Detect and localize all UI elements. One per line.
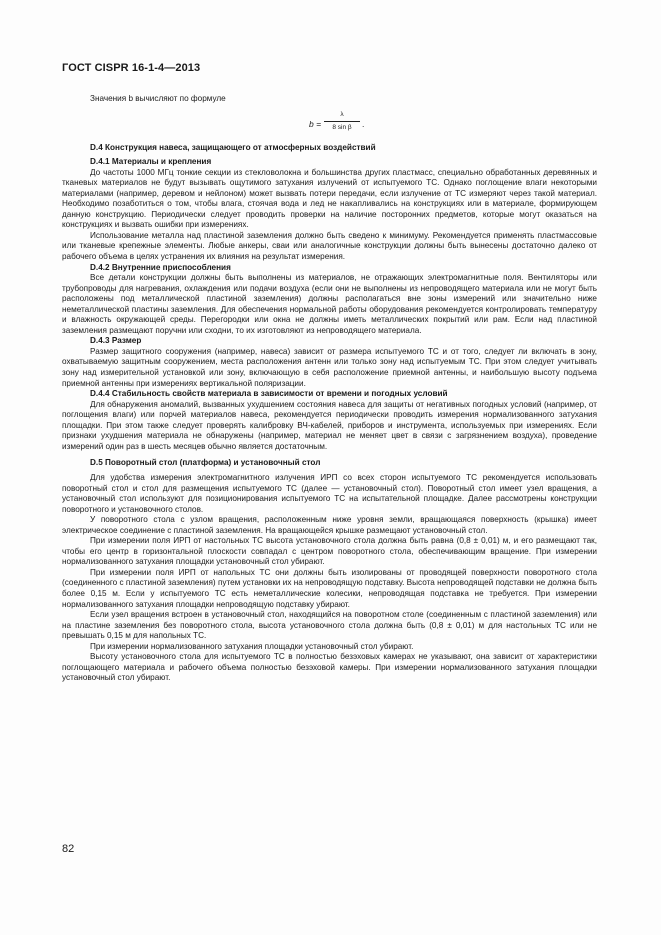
formula-end: . (362, 118, 365, 129)
subsection-heading-d42: D.4.2 Внутренние приспособления (90, 262, 231, 272)
section-heading-d4: D.4 Конструкция навеса, защищающего от атмосферных воздействий (90, 142, 376, 152)
formula-numerator: λ (324, 110, 360, 123)
paragraph: При измерении поля ИРП от напольных ТС они должны быть изолированы от проводящей поверхности поворотного стола (соединенного с пластиной заземления) путем установки их на непроводящую подставку. Высота непроводящей подставки не должна быть более 0,15 м. Если у испытуемого ТС есть неметаллические колесики, непроводящая подставка не требуется. При измерении нормализованного затухания площадки непроводящую подставку убирают. (62, 567, 597, 609)
formula-denominator: 8 sin β (332, 124, 352, 132)
paragraph: Для удобства измерения электромагнитного излучения ИРП со всех сторон испытуемого ТС рекомендуется использовать поворотный стол и стол для размещения испытуемого ТС (далее — установочный стол). Поворотный стол имеет узел вращения, а установочный стол используют для позиционирования испытуемого ТС на испытательной площадке. Далее рассмотрены конструкции поворотного и установочного столов. (62, 472, 597, 514)
section-heading-d5: D.5 Поворотный стол (платформа) и установочный стол (90, 458, 321, 468)
paragraph: Размер защитного сооружения (например, навеса) зависит от размера испытуемого ТС и от того, следует ли включать в зону, охватываемую защитным сооружением, места расположения антенн или только зону над испытуемым ТС. При этом следует учитывать зону над измерительной установкой или зону, включающую в себя расположение приемной антенны, и наибольшую высоту подъема приемной антенны при измерениях вертикальной поляризации. (62, 346, 597, 388)
formula-fraction (324, 110, 360, 134)
document-body (62, 94, 597, 684)
subsection-heading-d41: D.4.1 Материалы и крепления (90, 157, 212, 167)
paragraph: При измерении поля ИРП от настольных ТС высота установочного стола должна быть равна (0,8 ± 0,01) м, и его размещают так, чтобы его центр в горизонтальной плоскости совпадал с центром поворотного стола, обеспечивающим вращение. При измерении нормализованного затухания площадки установочный стол убирают. (62, 536, 597, 567)
paragraph: Высоту установочного стола для испытуемого ТС в полностью безэховых камерах не указывают, она зависит от характеристики поглощающего материала и рабочего объема полностью безэховой камеры. При измерении нормализованного затухания площадки установочный стол убирают. (62, 652, 597, 683)
paragraph: Все детали конструкции должны быть выполнены из материалов, не отражающих электромагнитные поля. Вентиляторы или трубопроводы для нагревания, охлаждения или подачи воздуха (если они не выполнены из непроводящего материала или не могут быть расположены под металлической пластиной заземления) должны располагаться вне зоны измерений или значительно ниже неметаллической пластины заземления. Для обеспечения нормальной работы оборудования рекомендуется контролировать температуру и влажность окружающей среды. Перегородки или окна не должны иметь металлических покрытий или рам. Если над пластиной заземления размещают поручни или сходни, то их изготовляют из непроводящего материала. (62, 273, 597, 335)
subsection-heading-d44: D.4.4 Стабильность свойств материала в зависимости от времени и погодных условий (90, 389, 448, 399)
paragraph: У поворотного стола с узлом вращения, расположенным ниже уровня земли, вращающаяся поверхность (крышка) имеет электрическое соединение с пластиной заземления. На вращающейся крышке размещают установочный стол. (62, 515, 597, 535)
formula (62, 107, 597, 139)
paragraph: Если узел вращения встроен в установочный стол, находящийся на поворотном столе (соединенным с пластиной заземления) или на пластине заземления без поворотного стола, высота установочного стола должна быть (0,8 ± 0,01) м для настольных ТС или не превышать 0,15 м для напольных ТС. (62, 610, 597, 641)
page-number: 82 (62, 843, 75, 855)
subsection-heading-d43: D.4.3 Размер (90, 336, 142, 346)
paragraph: При измерении нормализованного затухания площадки установочный стол убирают. (90, 641, 414, 651)
formula-intro: Значения b вычисляют по формуле (90, 94, 226, 103)
paragraph: До частоты 1000 МГц тонкие секции из стекловолокна и большинства других пластмасс, специально обработанных деревянных и тканевых материалов не будут вызывать ощутимого затухания излучений от испытуемого ТС. Однако поглощение влаги некоторыми материалами (например, деревом и нейлоном) может вызвать потери передачи, если излучение от ТС измеряют через такой материал. Необходимо позаботиться о том, чтобы влага, стоячая вода и лед не накапливались на конструкциях или в материале, формирующем данную конструкцию. Периодически следует проводить проверки на наличие посторонних предметов, которые могут оказаться на конструкциях и вызвать ошибки при измерениях. (62, 167, 597, 230)
formula-lhs: b = (309, 118, 322, 129)
paragraph: Для обнаружения аномалий, вызванных ухудшением состояния навеса для защиты от негативных погодных условий (например, от поглощения влаги) или порчей материалов навеса, рекомендуется периодически проводить измерения нормализованного затухания площадки. При этом также следует проверять калибровку ВЧ-кабелей, приборов и инструмента, используемых при измерениях. Если признаки ухудшения материала не обнаружены (например, материал не меняет цвет в связи с загрязнением воздуха), проведение измерений один раз в шесть месяцев обычно является достаточным. (62, 399, 597, 451)
paragraph: Использование металла над пластиной заземления должно быть сведено к минимуму. Рекомендуется применять пластмассовые или тканевые крепежные элементы. Любые анкеры, сваи или аналогичные конструкции должны быть вынесены достаточно далеко от рабочего объема в целях устранения их влияния на результат измерения. (62, 230, 597, 262)
document-header: ГОСТ CISPR 16-1-4—2013 (62, 62, 201, 74)
